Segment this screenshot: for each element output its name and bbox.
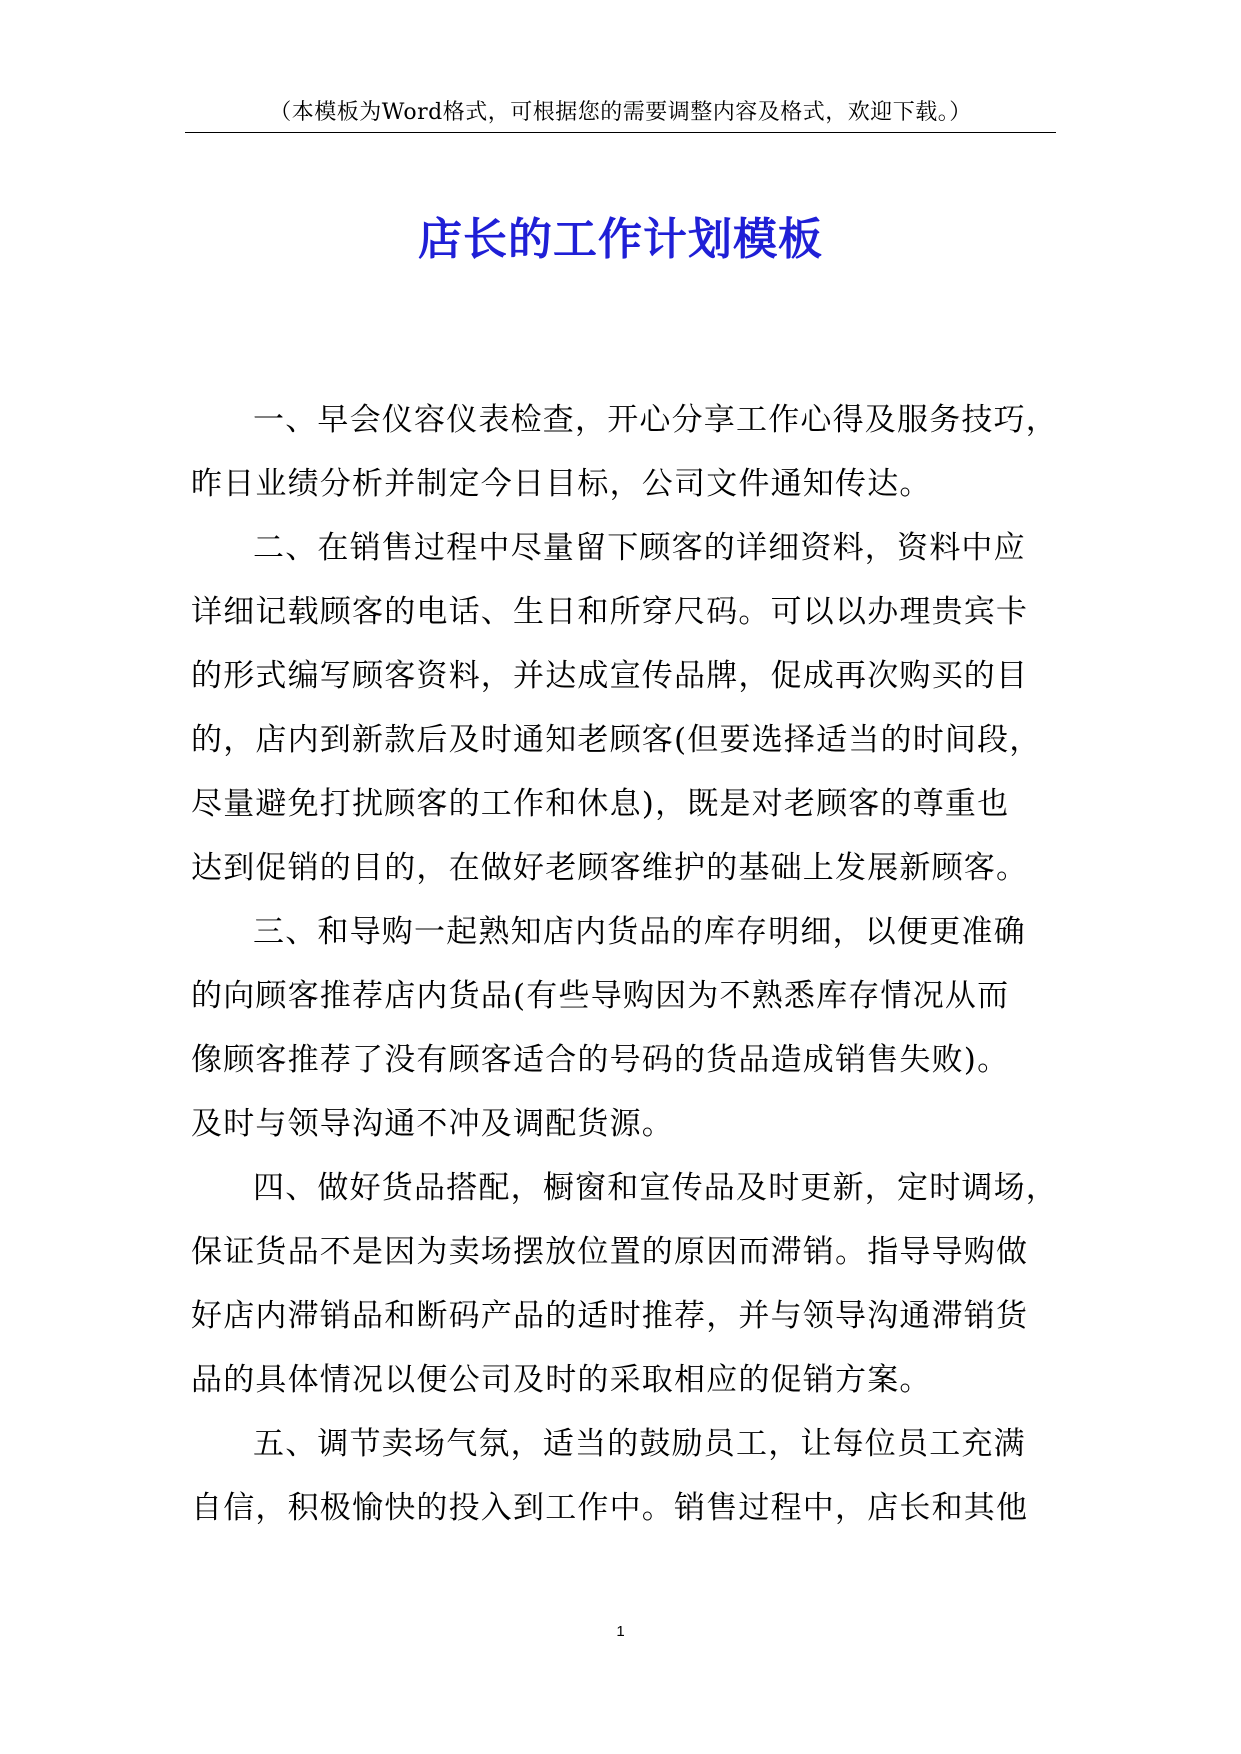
paragraph-3-line-1: 三、和导购一起熟知店内货品的库存明细，以便更准确 — [253, 914, 1026, 950]
paragraph-3-line-3: 像顾客推荐了没有顾客适合的号码的货品造成销售失败)。 — [191, 1042, 1010, 1078]
paragraph-4-line-3: 好店内滞销品和断码产品的适时推荐，并与领导沟通滞销货 — [191, 1298, 1029, 1334]
page-number: 1 — [616, 1623, 625, 1640]
paragraph-5-line-2: 自信，积极愉快的投入到工作中。销售过程中，店长和其他 — [191, 1490, 1029, 1526]
paragraph-1-line-1: 一、早会仪容仪表检查，开心分享工作心得及服务技巧， — [253, 402, 1058, 438]
paragraph-2-line-6: 达到促销的目的，在做好老顾客维护的基础上发展新顾客。 — [191, 850, 1029, 886]
header-note: （本模板为Word格式，可根据您的需要调整内容及格式，欢迎下载。） — [269, 100, 972, 125]
paragraph-2-line-2: 详细记载顾客的电话、生日和所穿尺码。可以以办理贵宾卡 — [191, 594, 1029, 630]
paragraph-2-line-5: 尽量避免打扰顾客的工作和休息)，既是对老顾客的尊重也 — [191, 786, 1010, 822]
paragraph-2-line-4: 的，店内到新款后及时通知老顾客(但要选择适当的时间段， — [191, 722, 1042, 758]
document-title: 店长的工作计划模板 — [418, 214, 823, 265]
paragraph-4-line-2: 保证货品不是因为卖场摆放位置的原因而滞销。指导导购做 — [191, 1234, 1029, 1270]
paragraph-1-line-2: 昨日业绩分析并制定今日目标，公司文件通知传达。 — [191, 466, 932, 502]
paragraph-3-line-4: 及时与领导沟通不冲及调配货源。 — [191, 1106, 674, 1142]
paragraph-2-line-3: 的形式编写顾客资料，并达成宣传品牌，促成再次购买的目 — [191, 658, 1029, 694]
paragraph-2-line-1: 二、在销售过程中尽量留下顾客的详细资料，资料中应 — [253, 530, 1026, 566]
document-body — [191, 388, 1071, 1540]
paragraph-4-line-4: 品的具体情况以便公司及时的采取相应的促销方案。 — [191, 1362, 932, 1398]
paragraph-4-line-1: 四、做好货品搭配，橱窗和宣传品及时更新，定时调场， — [253, 1170, 1058, 1206]
paragraph-5-line-1: 五、调节卖场气氛，适当的鼓励员工，让每位员工充满 — [253, 1426, 1026, 1462]
paragraph-3-line-2: 的向顾客推荐店内货品(有些导购因为不熟悉库存情况从而 — [191, 978, 1010, 1014]
header-divider — [185, 132, 1056, 133]
